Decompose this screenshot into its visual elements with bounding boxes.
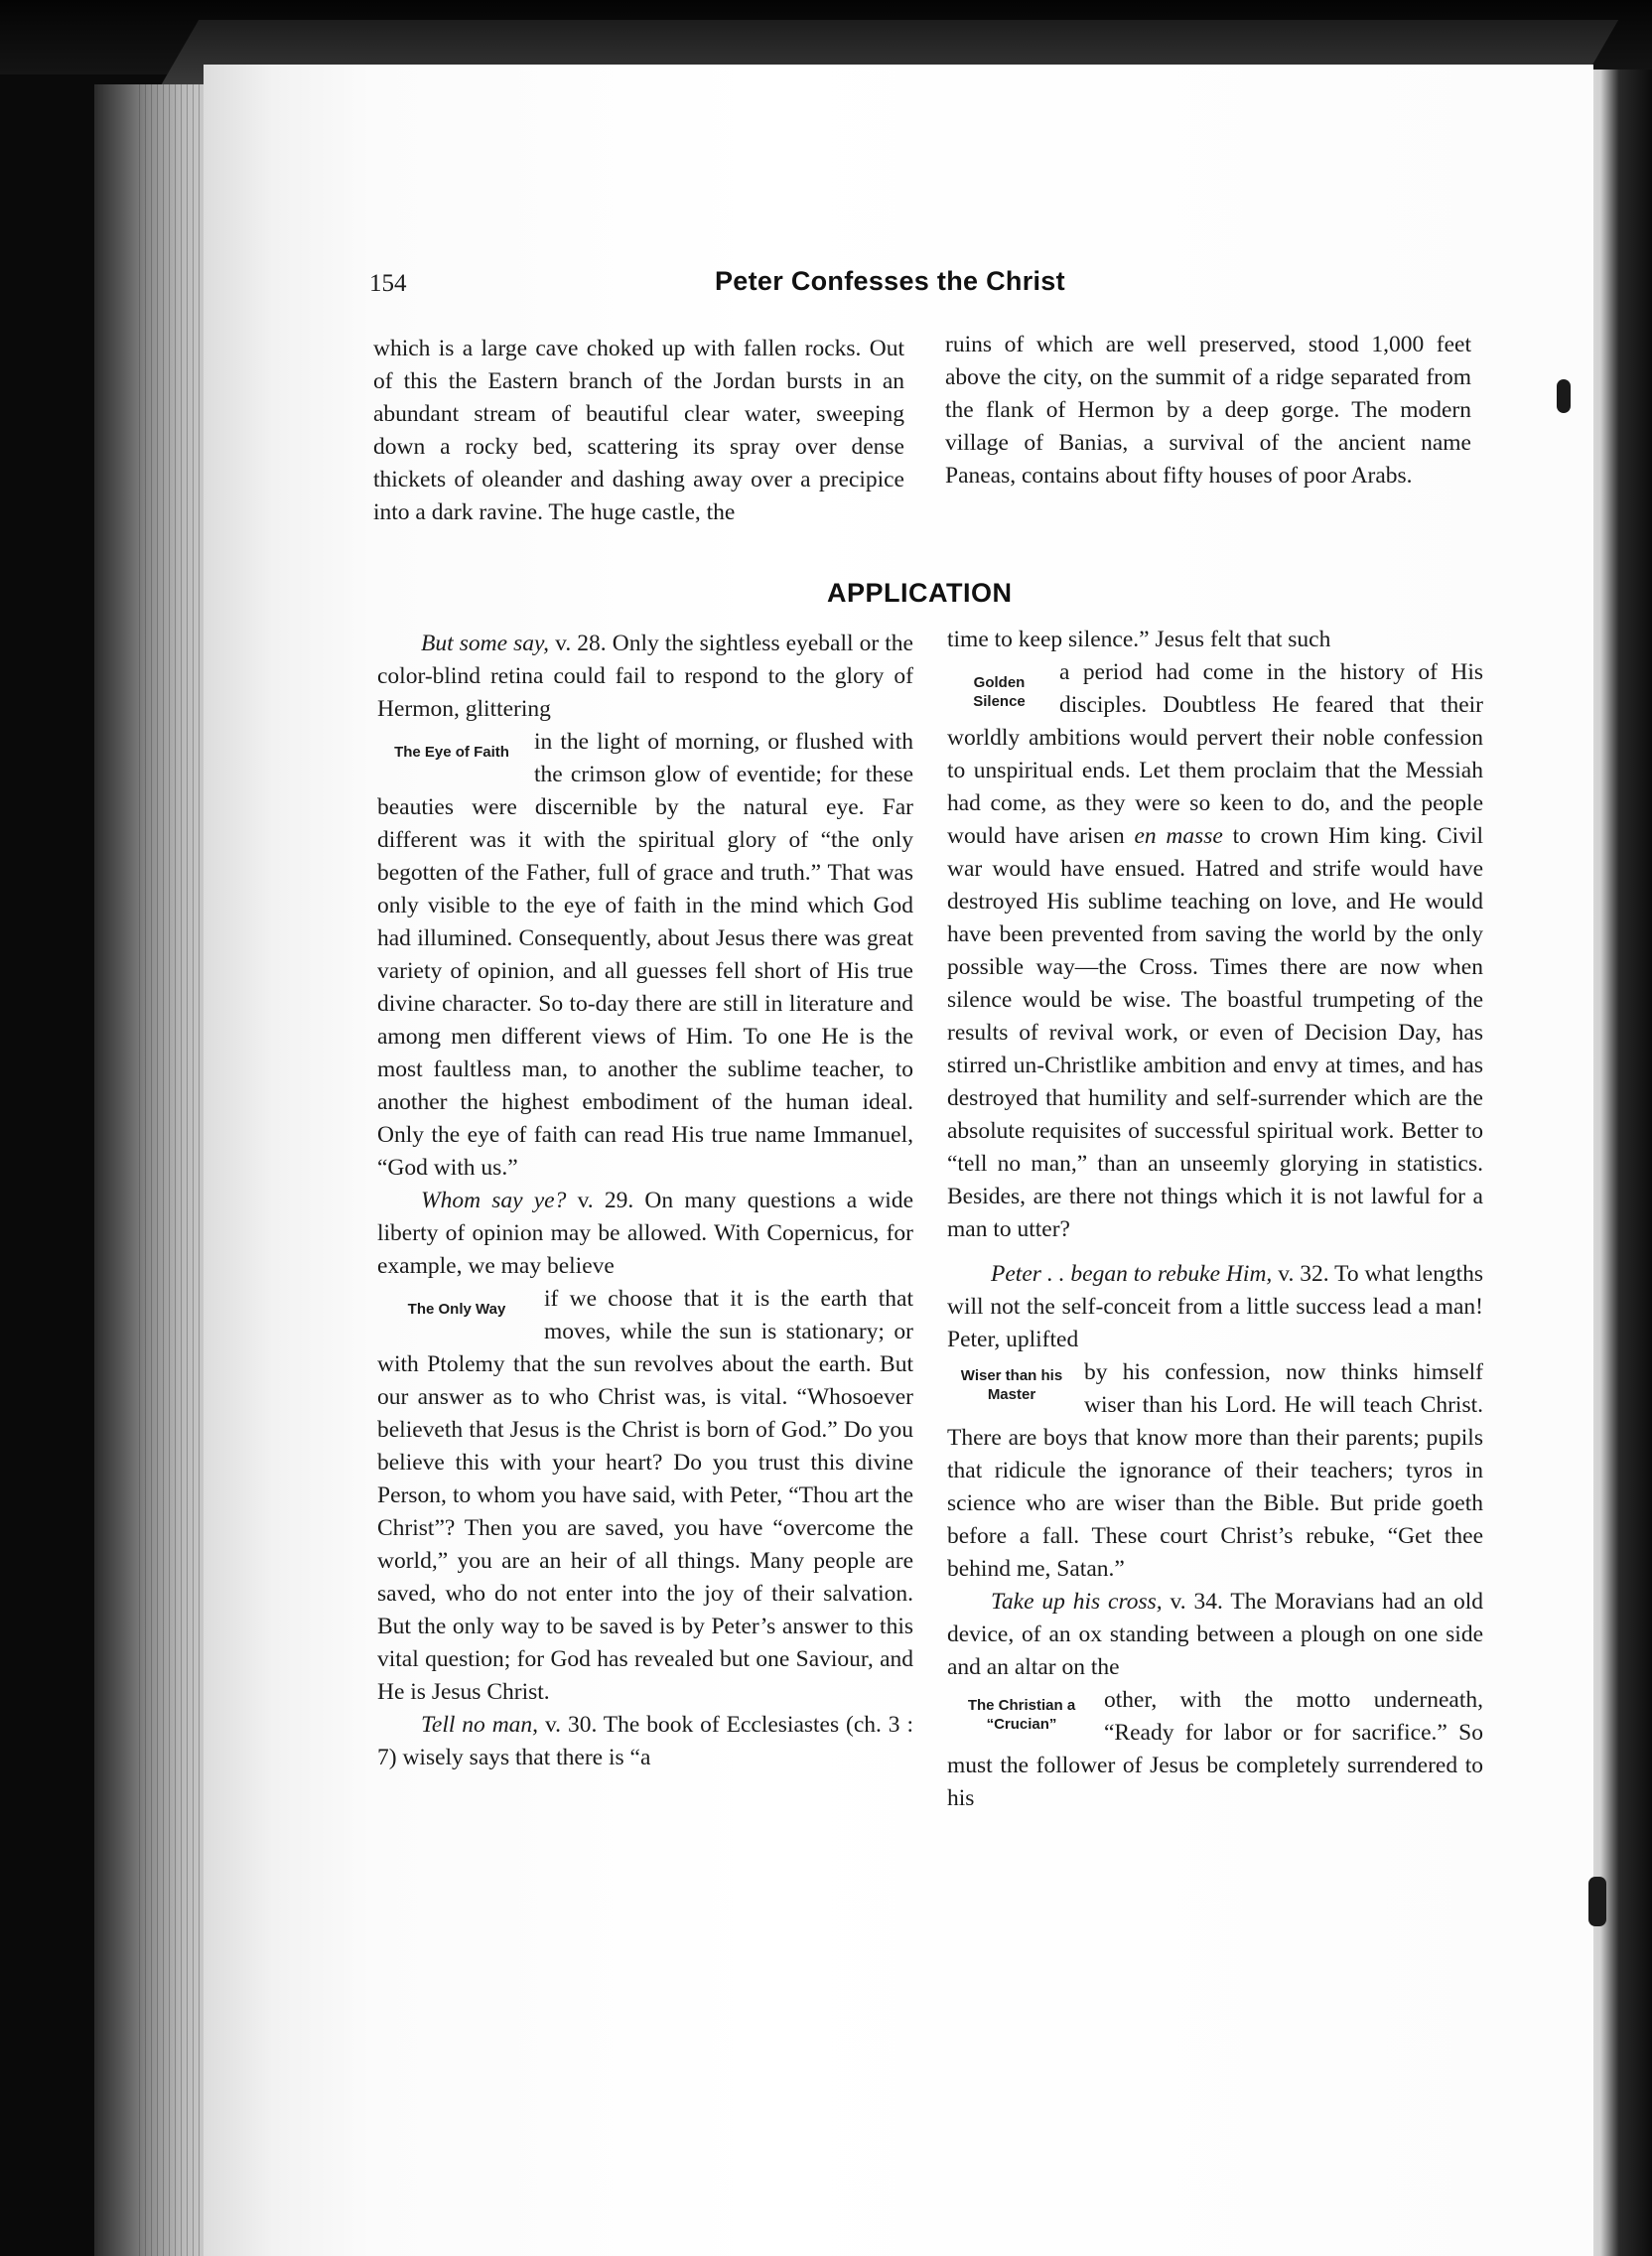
paragraph [947, 1258, 1483, 1356]
verse-reference: Take up his cross, [991, 1589, 1163, 1615]
paragraph-continued [947, 656, 1483, 1246]
paragraph [377, 1709, 913, 1774]
paragraph-continued [947, 1356, 1483, 1586]
side-note: The Eye of Faith [394, 744, 509, 761]
verse-reference: Whom say ye? [421, 1188, 567, 1213]
paragraph: which is a large cave choked up with fallen rocks. Out of this the Eastern branch of the Jordan bursts in an abundant stream of beautiful clear water, sweeping down a rocky bed, scattering its spray over dense thickets of oleander and dashing away over a precipice into a dark ravine. The huge castle, the [373, 336, 904, 525]
binding-hole [1588, 1877, 1606, 1926]
running-head: Peter Confesses the Christ [715, 266, 1065, 296]
paragraph: ruins of which are well preserved, stood 1,000 feet above the city, on the summit of a ridge separated from the flank of Hermon by a deep gorge. The modern village of Banias, a survival of the ancient name Paneas, contains about fifty houses of poor Arabs. [945, 332, 1471, 489]
paragraph-text: v. 34. The Moravians had an old device, of an ox standing between a plough on one side and an altar on the [947, 1589, 1483, 1680]
side-note: The Christian a “Crucian” [967, 1697, 1076, 1733]
verse-reference: Peter . . began to rebuke Him, [991, 1261, 1273, 1287]
paragraph-text: time to keep silence.” Jesus felt that such [947, 627, 1331, 652]
paragraph-text: v. 30. The book of Ecclesiastes (ch. 3 : 7) wisely says that there is “a [377, 1712, 913, 1770]
side-note: Wiser than his Master [960, 1367, 1063, 1403]
verse-reference: Tell no man, [421, 1712, 539, 1738]
verse-reference: But some say, [421, 631, 550, 656]
paragraph-text: if we choose that it is the earth that moves, while the sun is stationary; or with Ptolemy that the sun revolves about the earth. But our answer as to who Christ was, is vital. “Whosoever believeth that Jesus is the Christ is born of God.” Do you believe this with your heart? Do you trust this divine Person, to whom you have said, with Peter, “Thou art the Christ”? Then you are saved, you have “overcome the world,” you are an heir of all things. Many people are saved, who do not enter into the joy of their salvation. But the only way to be saved is by Peter’s answer to this vital question; for God has revealed but one Saviour, and He is Jesus Christ. [377, 1286, 913, 1705]
paragraph-continued [947, 1684, 1483, 1815]
paragraph-text: to crown Him king. Civil war would have ensued. Hatred and strife would have destroyed His sublime teaching on love, and He would have been prevented from saving the world by the only possible way—the Cross. Times there are now when silence would be wise. The boastful trumpeting of the results of revival work, or even of Decision Day, has stirred un-Christlike ambition and envy at times, and has destroyed that humility and self-surrender which are the absolute requisites of successful spiritual work. Better to “tell no man,” than an unseemly glorying in statistics. Besides, are there not things which it is not lawful for a man to utter? [947, 823, 1484, 1242]
side-note: Golden Silence [973, 674, 1026, 710]
paragraph-text: other, with the motto underneath, “Ready for labor or for sacrifice.” So must the follower of Jesus be completely surrendered to his [947, 1687, 1483, 1811]
paragraph [377, 1185, 913, 1283]
emphasis: en masse [1134, 823, 1223, 849]
page-number: 154 [369, 270, 407, 297]
section-heading: APPLICATION [827, 578, 1013, 608]
application-left-column [377, 628, 913, 1774]
paragraph-text: v. 29. On many questions a wide liberty of opinion may be allowed. With Copernicus, for example, we may believe [377, 1188, 914, 1279]
paragraph-text: v. 32. To what lengths will not the self-conceit from a little success lead a man! Peter, uplifted [947, 1261, 1484, 1352]
paragraph-text: in the light of morning, or flushed with the crimson glow of eventide; for these beauties were discernible by the natural eye. Far different was it with the spiritual glory of “the only begotten of the Father, full of grace and truth.” That was only visible to the eye of faith in the mind which God had illumined. Consequently, about Jesus there was great variety of opinion, and all guesses fell short of His true divine character. So to-day there are still in literature and among men different views of Him. To one He is the most faultless man, to another the sublime teacher, to another the highest embodiment of the human ideal. Only the eye of faith can read His true name Immanuel, “God with us.” [377, 729, 913, 1181]
paragraph [377, 628, 913, 726]
side-note: The Only Way [407, 1301, 506, 1318]
application-right-column [947, 624, 1483, 1815]
top-right-column [945, 329, 1471, 493]
paragraph-text: by his confession, now thinks himself wiser than his Lord. He will teach Christ. There are boys that know more than their parents; pupils that ridicule the ignorance of their teachers; tyros in science who are wiser than the Bible. But pride goeth before a fall. These court Christ’s rebuke, “Get thee behind me, Satan.” [947, 1359, 1483, 1582]
binding-hole [1557, 379, 1571, 413]
paragraph-continued [377, 1283, 913, 1709]
top-left-column [373, 333, 904, 529]
paragraph-text: v. 28. Only the sightless eyeball or the color-blind retina could fail to respond to the glory of Hermon, glittering [377, 631, 913, 722]
paragraph-continued [377, 726, 913, 1185]
paragraph [947, 1586, 1483, 1684]
paragraph-continued [947, 624, 1483, 656]
paragraph-text: a period had come in the history of His disciples. Doubtless He feared that their worldly ambitions would pervert their noble confession to unspiritual ends. Let them proclaim that the Messiah had come, as they were so keen to do, and the people would have arisen [947, 659, 1483, 849]
